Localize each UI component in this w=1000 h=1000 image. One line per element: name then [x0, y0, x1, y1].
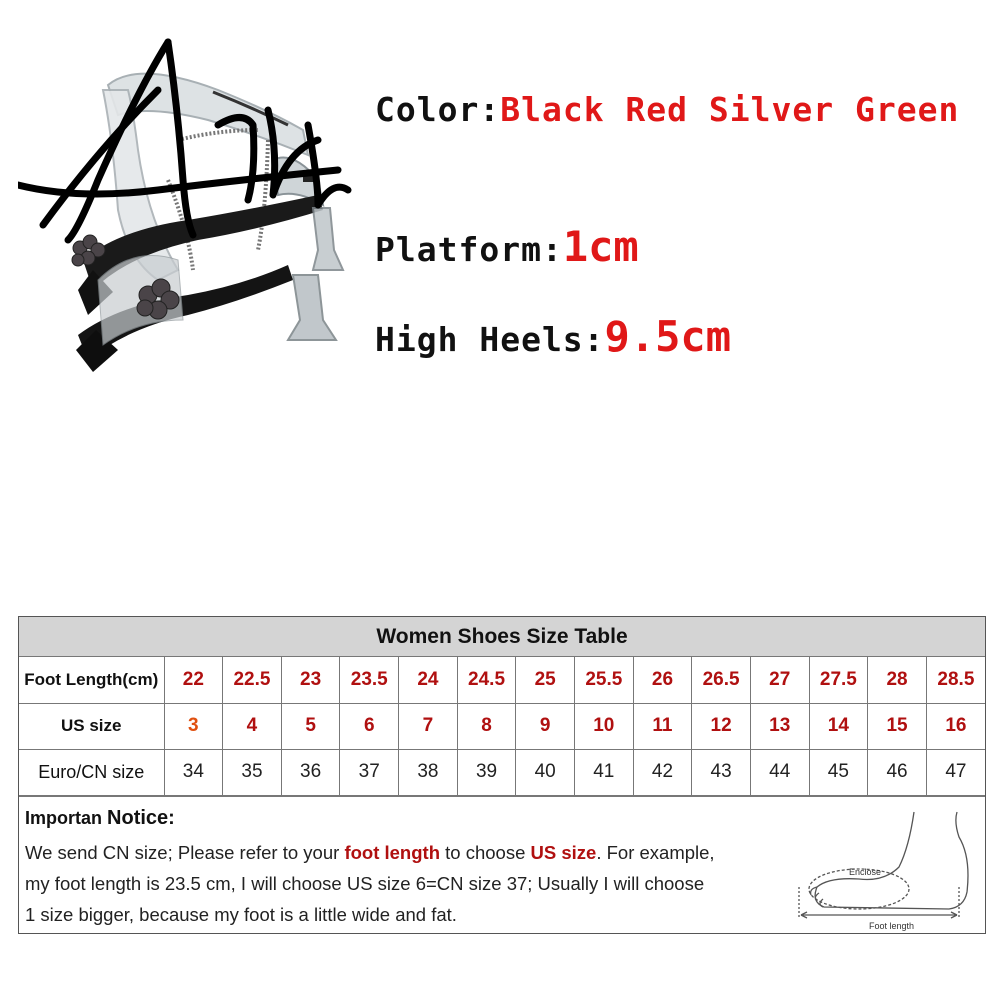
- foot-length-cell: 28: [868, 657, 927, 703]
- size-table: [18, 616, 986, 934]
- foot-length-cell: 22.5: [223, 657, 282, 703]
- eu-size-cell: 39: [457, 749, 516, 795]
- eu-size-cell: 46: [868, 749, 927, 795]
- us-size-row: [19, 703, 985, 749]
- notice-text: [25, 837, 795, 930]
- heels-label: High Heels:: [375, 320, 605, 359]
- foot-length-cell: 28.5: [926, 657, 985, 703]
- us-size-cell: 3: [164, 703, 223, 749]
- size-table-title: Women Shoes Size Table: [19, 617, 985, 657]
- us-size-cell: 13: [750, 703, 809, 749]
- us-size-cell: 12: [692, 703, 751, 749]
- notice-line-1-a: We send CN size; Please refer to your: [25, 841, 345, 863]
- platform-value: 1cm: [562, 222, 639, 271]
- us-size-label: US size: [19, 703, 164, 749]
- heels-value: 9.5cm: [604, 312, 731, 361]
- notice-title-word: Notice:: [107, 806, 175, 829]
- us-size-cell: 15: [868, 703, 927, 749]
- size-grid: [19, 657, 985, 796]
- foot-length-cell: 24.5: [457, 657, 516, 703]
- foot-length-label: Foot Length(cm): [19, 657, 164, 703]
- notice-line-1-c: to choose: [440, 841, 531, 863]
- notice-line-2: my foot length is 23.5 cm, I will choose US size 6=CN size 37; Usually I will choose: [25, 872, 705, 894]
- notice-title: [25, 807, 175, 830]
- us-size-cell: 14: [809, 703, 868, 749]
- eu-size-cell: 37: [340, 749, 399, 795]
- foot-length-cell: 22: [164, 657, 223, 703]
- eu-size-row: [19, 749, 985, 795]
- us-size-cell: 16: [926, 703, 985, 749]
- foot-length-diagram-label: Foot length: [869, 920, 915, 931]
- enclose-label: Enclose: [849, 866, 882, 877]
- foot-length-cell: 25: [516, 657, 575, 703]
- foot-length-cell: 25.5: [574, 657, 633, 703]
- brand-logo-text: Aierta: [18, 30, 21, 31]
- foot-length-row: [19, 657, 985, 703]
- foot-length-cell: 24: [399, 657, 458, 703]
- spec-heels: [375, 312, 731, 361]
- eu-size-cell: 44: [750, 749, 809, 795]
- eu-size-cell: 40: [516, 749, 575, 795]
- foot-diagram: [789, 807, 979, 937]
- foot-length-cell: 26: [633, 657, 692, 703]
- eu-size-cell: 38: [399, 749, 458, 795]
- foot-length-cell: 23.5: [340, 657, 399, 703]
- foot-length-cell: 27.5: [809, 657, 868, 703]
- eu-size-cell: 42: [633, 749, 692, 795]
- platform-label: Platform:: [375, 230, 563, 269]
- us-size-cell: 11: [633, 703, 692, 749]
- eu-size-cell: 41: [574, 749, 633, 795]
- color-label: Color:: [375, 90, 501, 129]
- eu-size-cell: 34: [164, 749, 223, 795]
- notice-line-1: [25, 837, 795, 868]
- us-size-cell: 9: [516, 703, 575, 749]
- us-size-cell: 10: [574, 703, 633, 749]
- us-size-cell: 4: [223, 703, 282, 749]
- foot-length-cell: 23: [281, 657, 340, 703]
- us-size-cell: 5: [281, 703, 340, 749]
- eu-size-cell: 36: [281, 749, 340, 795]
- us-size-cell: 6: [340, 703, 399, 749]
- us-size-cell: 8: [457, 703, 516, 749]
- color-value: Black Red Silver Green: [500, 90, 960, 129]
- notice-title-prefix: Importan: [25, 807, 103, 828]
- eu-size-cell: 47: [926, 749, 985, 795]
- eu-size-cell: 43: [692, 749, 751, 795]
- notice-foot-length-highlight: foot length: [344, 841, 440, 863]
- notice-line-3: 1 size bigger, because my foot is a little wide and fat.: [25, 903, 457, 925]
- notice-line-1-e: . For example,: [596, 841, 715, 863]
- product-image: [18, 30, 363, 375]
- spec-platform: [375, 222, 639, 271]
- eu-size-cell: 45: [809, 749, 868, 795]
- eu-size-cell: 35: [223, 749, 282, 795]
- foot-length-cell: 26.5: [692, 657, 751, 703]
- notice-us-size-highlight: US size: [530, 841, 597, 863]
- us-size-cell: 7: [399, 703, 458, 749]
- foot-length-cell: 27: [750, 657, 809, 703]
- eu-size-label: Euro/CN size: [19, 749, 164, 795]
- notice-section: [19, 796, 985, 982]
- spec-color: [375, 90, 959, 129]
